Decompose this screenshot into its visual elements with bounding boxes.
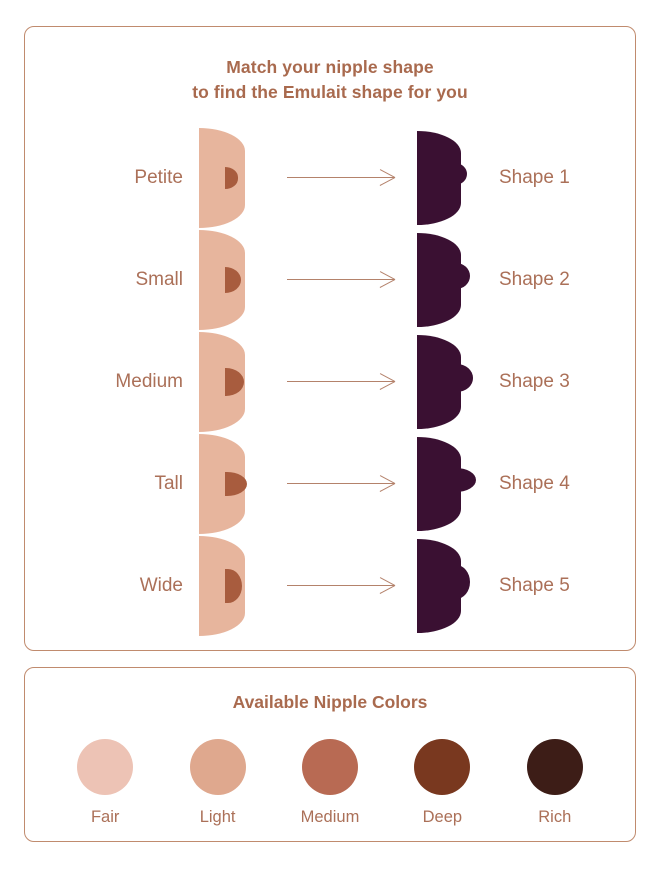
available-colors-title: Available Nipple Colors xyxy=(232,692,428,712)
breast-illustration xyxy=(199,331,257,433)
teat-illustration xyxy=(417,433,477,535)
emulait-shape-label: Shape 2 xyxy=(499,269,570,290)
nipple-shape-label: Medium xyxy=(115,371,183,392)
arrow-head-icon xyxy=(379,475,395,492)
teat-illustration xyxy=(417,535,477,637)
emulait-shape-label: Shape 1 xyxy=(499,167,570,188)
color-swatch-dot xyxy=(302,739,358,795)
breast-shape-icon xyxy=(199,128,245,228)
color-swatch-label: Rich xyxy=(538,808,572,826)
match-row xyxy=(51,127,609,229)
arrow-head-icon xyxy=(379,271,395,288)
color-swatch-label: Medium xyxy=(300,808,360,826)
match-arrow xyxy=(287,279,395,281)
nipple-shape-label: Small xyxy=(135,269,183,290)
teat-nub-icon xyxy=(455,468,476,492)
breast-illustration xyxy=(199,535,257,637)
breast-illustration xyxy=(199,127,257,229)
match-row xyxy=(51,331,609,433)
color-swatch-label: Fair xyxy=(90,808,120,826)
match-shape-card xyxy=(24,26,636,651)
teat-nub-icon xyxy=(455,263,470,289)
nipple-shape-label: Wide xyxy=(139,575,183,596)
arrow-head-icon xyxy=(379,373,395,390)
nipple-shape-label: Tall xyxy=(154,473,183,494)
color-swatch-item xyxy=(387,739,497,827)
teat-illustration xyxy=(417,331,477,433)
match-rows xyxy=(51,127,609,637)
color-swatch-dot xyxy=(77,739,133,795)
match-title-line-2: to find the Emulait shape for you xyxy=(192,82,468,102)
arrow-head-icon xyxy=(379,169,395,186)
color-swatch-dot xyxy=(414,739,470,795)
color-swatch-label: Light xyxy=(199,808,236,826)
color-swatch-list xyxy=(49,739,611,827)
match-title xyxy=(51,55,609,105)
match-arrow xyxy=(287,177,395,179)
color-swatch-item xyxy=(500,739,610,827)
match-row xyxy=(51,433,609,535)
match-arrow xyxy=(287,483,395,485)
teat-nub-icon xyxy=(455,364,473,392)
color-swatch-label: Deep xyxy=(422,808,463,826)
emulait-shape-label: Shape 5 xyxy=(499,575,570,596)
match-arrow xyxy=(287,381,395,383)
teat-nub-icon xyxy=(455,565,470,599)
emulait-shape-label: Shape 4 xyxy=(499,473,570,494)
match-row xyxy=(51,535,609,637)
match-arrow xyxy=(287,585,395,587)
breast-illustration xyxy=(199,433,257,535)
teat-illustration xyxy=(417,127,477,229)
available-colors-card xyxy=(24,667,636,842)
color-swatch-item xyxy=(275,739,385,827)
arrow-head-icon xyxy=(379,577,395,594)
color-swatch-item xyxy=(50,739,160,827)
breast-illustration xyxy=(199,229,257,331)
color-swatch-dot xyxy=(190,739,246,795)
color-swatch-item xyxy=(163,739,273,827)
match-row xyxy=(51,229,609,331)
teat-nub-icon xyxy=(455,163,467,185)
teat-illustration xyxy=(417,229,477,331)
emulait-shape-label: Shape 3 xyxy=(499,371,570,392)
match-title-line-1: Match your nipple shape xyxy=(226,57,434,77)
nipple-shape-label: Petite xyxy=(134,167,183,188)
color-swatch-dot xyxy=(527,739,583,795)
